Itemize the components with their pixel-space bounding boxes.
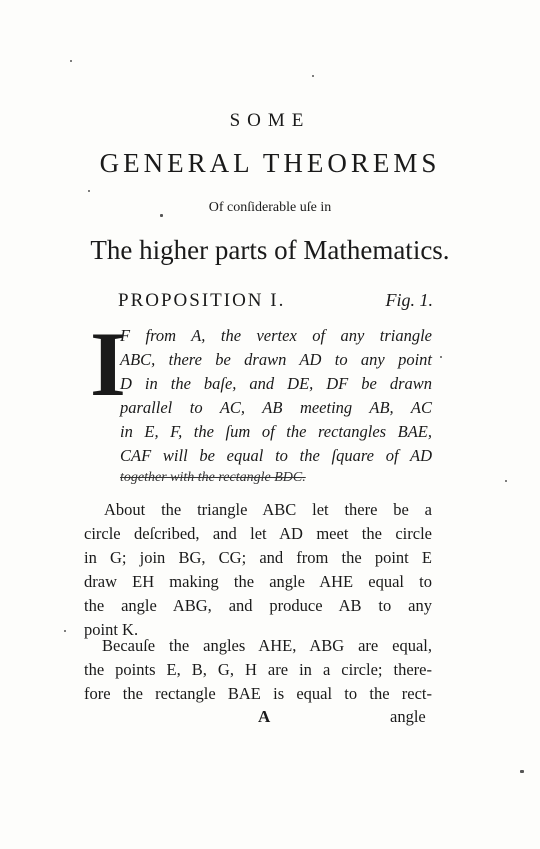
paper-speck (70, 60, 72, 62)
proposition-title: PROPOSITION I. (118, 290, 286, 311)
paper-speck (64, 630, 66, 632)
body-line: the angle ABG, and produce AB to any (84, 596, 432, 615)
heading-subtitle: Of conſiderable uſe in (208, 200, 332, 215)
body-line: Becauſe the angles AHE, ABG are equal, (102, 636, 432, 655)
drop-capital: I (90, 313, 126, 415)
proposition-heading (118, 290, 433, 312)
catchword: angle (390, 707, 426, 726)
heading-general-theorems: GENERAL THEOREMS (99, 148, 441, 178)
paper-speck (440, 356, 442, 358)
signature-mark: A (258, 707, 271, 726)
heading-higher-mathematics: The higher parts of Mathematics. (90, 235, 450, 265)
statement-line: CAF will be equal to the ſquare of AD (120, 446, 432, 465)
statement-line: D in the baſe, and DE, DF be drawn (120, 374, 432, 393)
statement-line: F from A, the vertex of any triangle (120, 326, 432, 345)
body-line: circle deſcribed, and let AD meet the circle (84, 524, 432, 543)
body-line: About the triangle ABC let there be a (104, 500, 432, 519)
paper-speck (88, 190, 90, 192)
body-line: point K. (84, 620, 139, 639)
statement-line: ABC, there be drawn AD to any point (120, 350, 432, 369)
statement-line-struck: together with the rectangle BDC. (120, 470, 306, 485)
statement-line: parallel to AC, AB meeting AB, AC (120, 398, 432, 417)
paper-speck (160, 214, 163, 217)
paper-speck (520, 770, 524, 773)
body-line: in G; join BG, CG; and from the point E (84, 548, 432, 567)
statement-line: in E, F, the ſum of the rectangles BAE, (120, 422, 432, 441)
body-line: the points E, B, G, H are in a circle; there- (84, 660, 432, 679)
body-line: fore the rectangle BAE is equal to the rect- (84, 684, 432, 703)
body-line: draw EH making the angle AHE equal to (84, 572, 432, 591)
paper-speck (312, 75, 314, 77)
paper-speck (505, 480, 507, 482)
heading-some: SOME (229, 110, 311, 131)
figure-reference: Fig. 1. (385, 290, 433, 310)
